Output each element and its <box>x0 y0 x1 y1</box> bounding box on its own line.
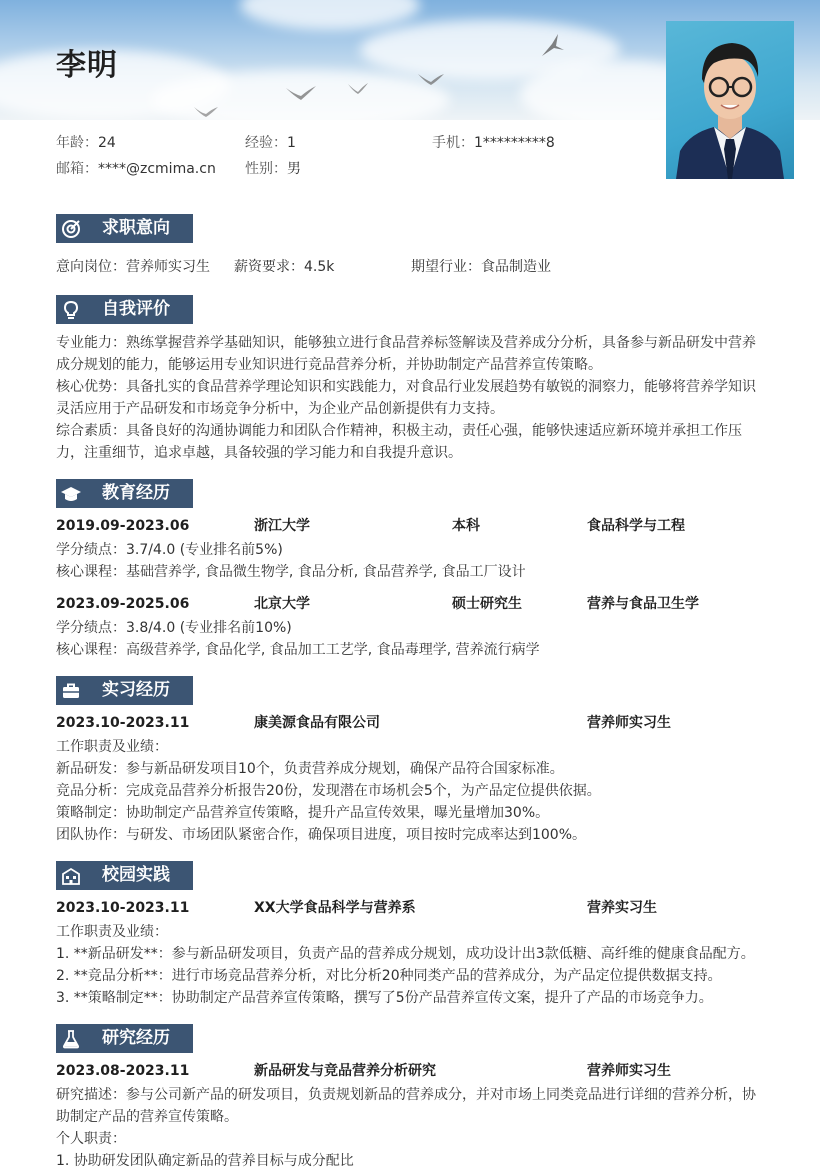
intern-company: 康美源食品有限公司 <box>254 715 380 731</box>
intern-role: 营养师实习生 <box>587 715 671 731</box>
section-title-education: 教育经历 <box>56 479 193 508</box>
briefcase-icon <box>60 680 82 702</box>
edu-major: 食品科学与工程 <box>587 518 685 534</box>
intent-industry: 期望行业：食品制造业 <box>411 259 551 275</box>
section-title-intent: 求职意向 <box>56 214 193 243</box>
intern-row <box>56 712 768 734</box>
edu-major: 营养与食品卫生学 <box>587 596 699 612</box>
edu-courses: 核心课程：高级营养学, 食品化学, 食品加工工艺学, 食品毒理学, 营养流行病学 <box>56 642 540 658</box>
section-title-research: 研究经历 <box>56 1024 193 1053</box>
campus-line: 1. **新品研发**：参与新品研发项目，负责产品的营养成分规划，成功设计出3款低糖、高纤维的健康食品配方。 <box>56 946 755 962</box>
edu-school: 北京大学 <box>254 596 310 612</box>
campus-line: 2. **竞品分析**：进行市场竞品营养分析，对比分析20种同类产品的营养成分，为产品定位提供数据支持。 <box>56 968 722 984</box>
campus-role: 营养实习生 <box>587 900 657 916</box>
self-paragraph-advantage: 核心优势：具备扎实的食品营养学理论知识和实践能力，对食品行业发展趋势有敏锐的洞察力，能够将营养学知识灵活应用于产品研发和市场竞争分析中，为企业产品创新提供有力支持。 <box>56 379 756 417</box>
target-icon <box>60 218 82 240</box>
building-icon <box>60 865 82 887</box>
info-age: 年龄：24 <box>56 135 116 151</box>
research-project: 新品研发与竞品营养分析研究 <box>254 1063 436 1079</box>
info-email: 邮箱：****@zcmima.cn <box>56 161 216 177</box>
intern-line: 团队协作：与研发、市场团队紧密合作，确保项目进度，项目按时完成率达到100%。 <box>56 827 587 843</box>
intern-line: 新品研发：参与新品研发项目10个，负责营养成分规划，确保产品符合国家标准。 <box>56 761 564 777</box>
edu-row-2 <box>56 593 768 615</box>
intern-line: 策略制定：协助制定产品营养宣传策略，提升产品宣传效果，曝光量增加30%。 <box>56 805 550 821</box>
research-description: 研究描述：参与公司新产品的研发项目，负责规划新品的营养成分，并对市场上同类竞品进行详细的营养分析，协助制定产品的营养宣传策略。 <box>56 1087 756 1125</box>
intern-line: 工作职责及业绩： <box>56 739 168 755</box>
edu-degree: 本科 <box>452 518 480 534</box>
edu-date: 2019.09-2023.06 <box>56 518 190 534</box>
edu-date: 2023.09-2025.06 <box>56 596 190 612</box>
bird-icon <box>284 82 318 102</box>
campus-date: 2023.10-2023.11 <box>56 900 190 916</box>
flask-icon <box>60 1028 82 1050</box>
graduation-cap-icon <box>60 483 82 505</box>
edu-row-1 <box>56 515 768 537</box>
info-phone: 手机：1*********8 <box>432 135 555 151</box>
lightbulb-icon <box>60 299 82 321</box>
campus-line: 3. **策略制定**：协助制定产品营养宣传策略，撰写了5份产品营养宣传文案，提升了产品的市场竞争力。 <box>56 990 713 1006</box>
bird-icon <box>416 70 446 86</box>
research-role: 营养师实习生 <box>587 1063 671 1079</box>
self-paragraph-quality: 综合素质：具备良好的沟通协调能力和团队合作精神，积极主动，责任心强，能够快速适应新环境并承担工作压力，注重细节，追求卓越，具备较强的学习能力和自我提升意识。 <box>56 423 742 461</box>
research-row <box>56 1060 768 1082</box>
bird-icon <box>346 80 370 96</box>
edu-courses: 核心课程：基础营养学, 食品微生物学, 食品分析, 食品营养学, 食品工厂设计 <box>56 564 526 580</box>
campus-org: XX大学食品科学与营养系 <box>254 900 416 916</box>
intent-salary: 薪资要求：4.5k <box>234 259 335 275</box>
edu-degree: 硕士研究生 <box>452 596 522 612</box>
section-title-internship: 实习经历 <box>56 676 193 705</box>
research-date: 2023.08-2023.11 <box>56 1063 190 1079</box>
campus-line: 工作职责及业绩： <box>56 924 168 940</box>
self-paragraph-professional: 专业能力：熟练掌握营养学基础知识，能够独立进行食品营养标签解读及营养成分分析，具备参与新品研发中营养成分规划的能力，能够运用专业知识进行竞品营养分析，并协助制定产品营养宣传策略。 <box>56 335 756 373</box>
candidate-name: 李明 <box>56 48 118 83</box>
edu-gpa: 学分绩点：3.7/4.0 (专业排名前5%) <box>56 542 283 558</box>
info-gender: 性别：男 <box>245 161 301 177</box>
research-duty-label: 个人职责： <box>56 1131 126 1147</box>
section-title-campus: 校园实践 <box>56 861 193 890</box>
intern-date: 2023.10-2023.11 <box>56 715 190 731</box>
info-experience: 经验：1 <box>245 135 296 151</box>
intent-position: 意向岗位：营养师实习生 <box>56 259 210 275</box>
bird-icon <box>192 104 220 118</box>
edu-gpa: 学分绩点：3.8/4.0 (专业排名前10%) <box>56 620 292 636</box>
section-title-self: 自我评价 <box>56 295 193 324</box>
intern-line: 竞品分析：完成竞品营养分析报告20份，发现潜在市场机会5个，为产品定位提供依据。 <box>56 783 601 799</box>
campus-row <box>56 897 768 919</box>
bird-icon <box>538 30 568 60</box>
research-duty-item: 1. 协助研发团队确定新品的营养目标与成分配比 <box>56 1153 354 1169</box>
profile-photo <box>666 21 794 179</box>
edu-school: 浙江大学 <box>254 518 310 534</box>
